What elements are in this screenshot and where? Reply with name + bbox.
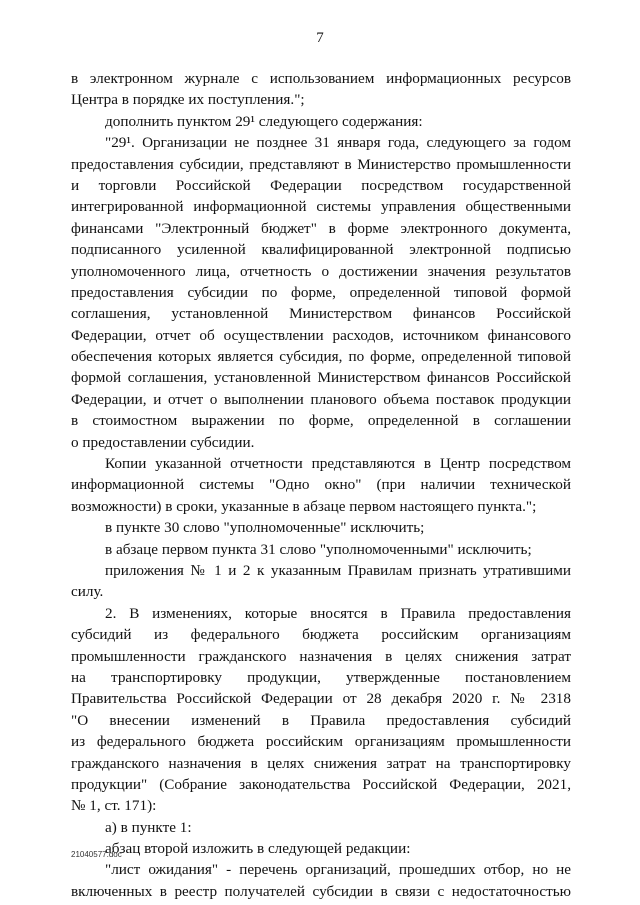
text-line: Федерации, отчет об осуществлении расходов, источником финансового bbox=[71, 326, 571, 344]
text-line: Федерации, и отчет о выполнении планового объема поставок продукции bbox=[71, 390, 571, 408]
text-line: финансами "Электронный бюджет" в форме электронного документа, bbox=[71, 219, 571, 237]
text-line: подписанного усиленной квалифицированной электронной подписью bbox=[71, 241, 571, 259]
page-number: 7 bbox=[316, 30, 324, 46]
text-line: Центра в порядке их поступления."; bbox=[71, 91, 305, 109]
text-line: № 1, ст. 171): bbox=[71, 797, 157, 815]
text-line: в абзаце первом пункта 31 слово "уполномоченными" исключить; bbox=[105, 540, 532, 558]
text-line: гражданского назначения в целях снижения затрат на транспортировку bbox=[71, 754, 571, 772]
text-line: в электронном журнале с использованием информационных ресурсов bbox=[71, 70, 571, 87]
text-line: Копии указанной отчетности представляются в Центр посредством bbox=[105, 455, 571, 473]
text-line: "О внесении изменений в Правила предоставления субсидий bbox=[71, 711, 571, 729]
text-line: на транспортировку продукции, утвержденные постановлением bbox=[71, 668, 571, 686]
text-line: соглашения, установленной Министерством финансов Российской bbox=[71, 305, 571, 323]
text-line: предоставления субсидии, представляют в Министерство промышленности bbox=[71, 155, 571, 173]
text-line: из федерального бюджета российским организациям промышленности bbox=[71, 733, 571, 751]
text-line: абзац второй изложить в следующей редакции: bbox=[105, 840, 411, 858]
text-line: 2. В изменениях, которые вносятся в Правила предоставления bbox=[105, 604, 571, 622]
text-line: уполномоченного лица, отчетность о достижении значения результатов bbox=[71, 262, 571, 280]
text-line: возможности) в сроки, указанные в абзаце первом настоящего пункта."; bbox=[71, 497, 537, 515]
text-line: о предоставлении субсидии. bbox=[71, 433, 255, 451]
footer-filename: 21040577.doc bbox=[71, 850, 122, 859]
text-line: интегрированной информационной системы управления общественными bbox=[71, 198, 571, 216]
text-line: формой соглашения, установленной Министерством финансов Российской bbox=[71, 369, 571, 387]
text-line: и торговли Российской Федерации посредством государственной bbox=[71, 176, 571, 194]
text-line: предоставления субсидии по форме, определенной типовой формой bbox=[71, 283, 571, 301]
text-line: а) в пункте 1: bbox=[105, 818, 192, 836]
text-line: включенных в реестр получателей субсидии в связи с недостаточностью bbox=[71, 882, 571, 900]
text-line: "29¹. Организации не позднее 31 января года, следующего за годом bbox=[105, 134, 571, 152]
text-line: приложения № 1 и 2 к указанным Правилам признать утратившими bbox=[105, 561, 571, 579]
text-line: силу. bbox=[71, 583, 104, 601]
text-line: в пункте 30 слово "уполномоченные" исключить; bbox=[105, 519, 425, 537]
text-line: дополнить пунктом 29¹ следующего содержания: bbox=[105, 112, 423, 130]
text-line: продукции" (Собрание законодательства Российской Федерации, 2021, bbox=[71, 775, 571, 793]
document-body bbox=[71, 68, 571, 902]
text-line: Правительства Российской Федерации от 28 декабря 2020 г. № 2318 bbox=[71, 690, 571, 708]
text-line: субсидий из федерального бюджета российским организациям bbox=[71, 626, 571, 644]
text-line: "лист ожидания" - перечень организаций, прошедших отбор, но не bbox=[105, 861, 571, 879]
text-line: обеспечения которых является субсидия, по форме, определенной типовой bbox=[71, 348, 571, 366]
text-line: в стоимостном выражении по форме, определенной в соглашении bbox=[71, 412, 571, 430]
text-line: информационной системы "Одно окно" (при наличии технической bbox=[71, 476, 571, 494]
text-line: промышленности гражданского назначения в целях снижения затрат bbox=[71, 647, 571, 665]
